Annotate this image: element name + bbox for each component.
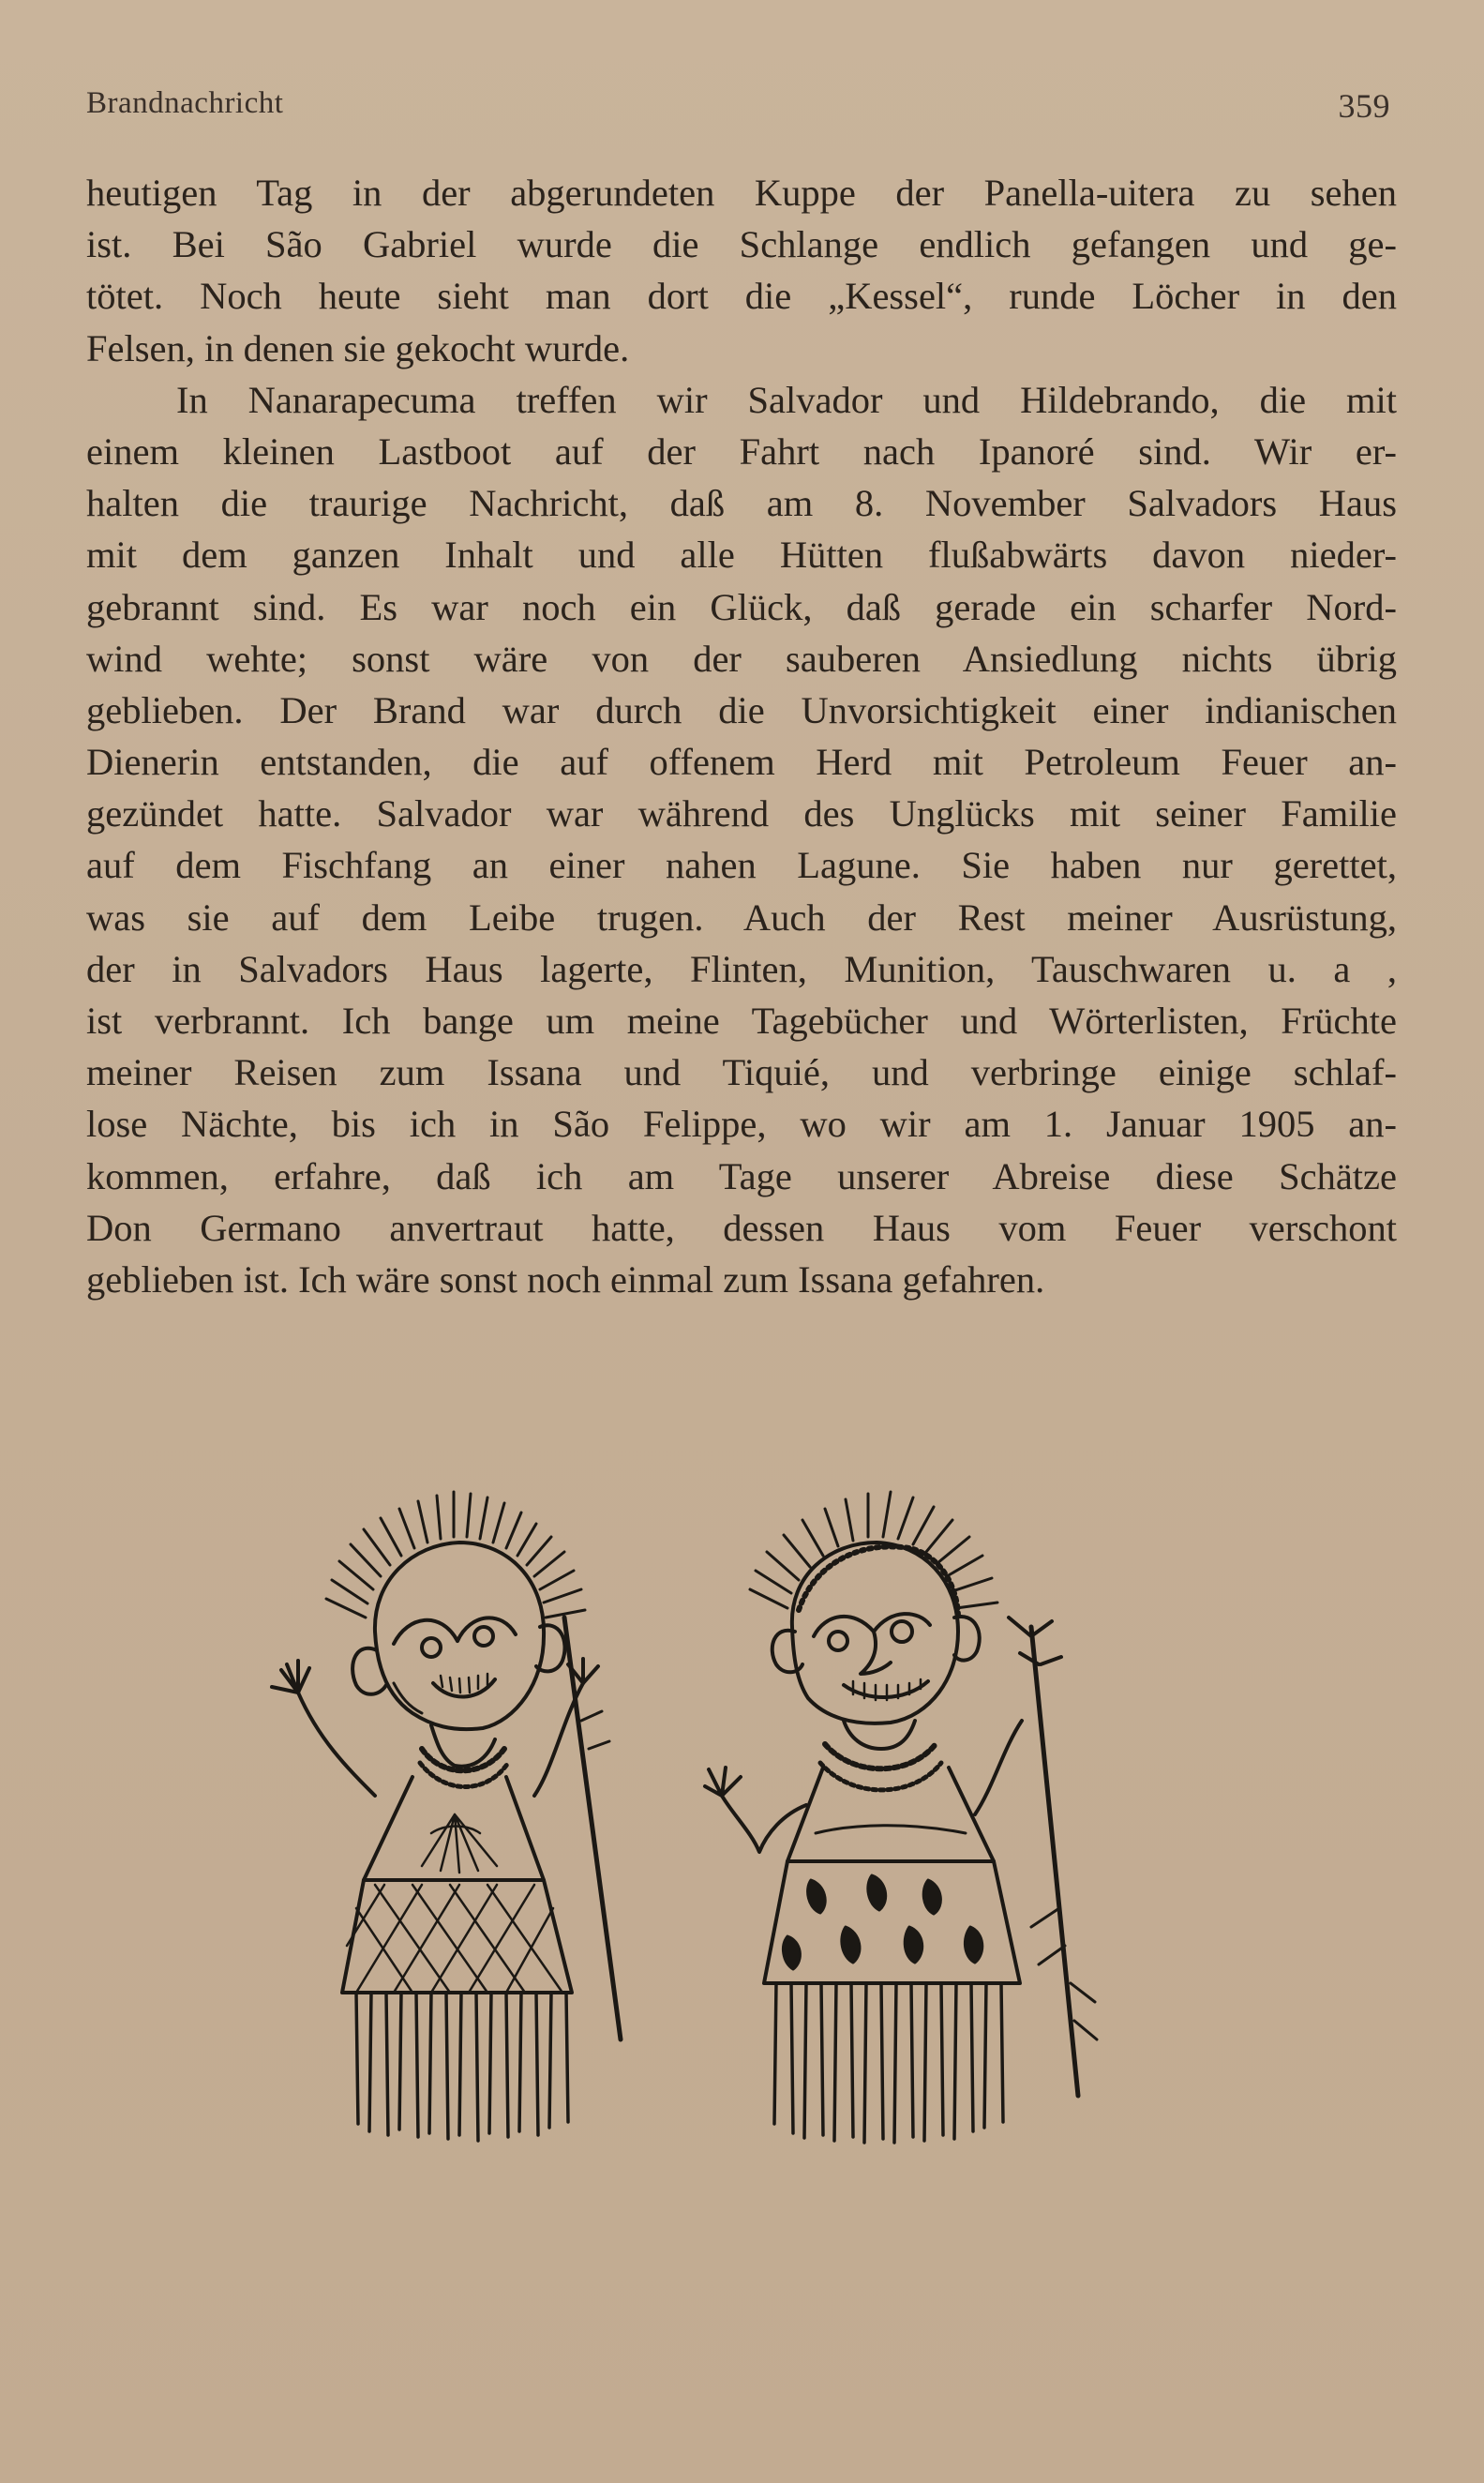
paragraph xyxy=(86,374,1397,1305)
text-line: kommen, erfahre, daß ich am Tage unserer Abreise diese Schätze xyxy=(86,1154,1397,1197)
text-line: einem kleinen Lastboot auf der Fahrt nach Ipanoré sind. Wir er- xyxy=(86,429,1397,473)
text-line: heutigen Tag in der abgerundeten Kuppe der Panella-uitera zu sehen xyxy=(86,172,1397,214)
text-line: meiner Reisen zum Issana und Tiquié, und verbringe einige schlaf- xyxy=(86,1051,1397,1094)
text-line: ist. Bei São Gabriel wurde die Schlange endlich gefangen und ge- xyxy=(86,223,1397,266)
text-line: gezündet hatte. Salvador war während des Unglücks mit seiner Familie xyxy=(86,792,1397,835)
text-line: Felsen, in denen sie gekocht wurde. xyxy=(86,326,630,369)
text-line: geblieben. Der Brand war durch die Unvorsichtigkeit einer indianischen xyxy=(86,688,1397,731)
text-line: Don Germano anvertraut hatte, dessen Haus vom Feuer verschont xyxy=(86,1206,1397,1249)
paragraph xyxy=(86,167,1397,374)
text-line: wind wehte; sonst wäre von der sauberen Ansiedlung nichts übrig xyxy=(86,637,1397,680)
page-number: 359 xyxy=(1338,87,1390,125)
text-line: In Nanarapecuma treffen wir Salvador und Hildebrando, die mit xyxy=(176,378,1397,421)
text-line: geblieben ist. Ich wäre sonst noch einmal zum Issana gefahren. xyxy=(86,1257,1045,1301)
running-title: Brandnachricht xyxy=(86,86,284,120)
text-line: tötet. Noch heute sieht man dort die „Kessel“, runde Löcher in den xyxy=(86,275,1397,318)
text-line: Dienerin entstanden, die auf offenem Herd mit Petroleum Feuer an- xyxy=(86,741,1397,784)
text-line: gebrannt sind. Es war noch ein Glück, daß gerade ein scharfer Nord- xyxy=(86,585,1397,628)
left-figure xyxy=(272,1492,621,2141)
text-line: was sie auf dem Leibe trugen. Auch der Rest meiner Ausrüstung, xyxy=(86,895,1397,939)
text-line: lose Nächte, bis ich in São Felippe, wo wir am 1. Januar 1905 an- xyxy=(86,1103,1397,1146)
text-line: auf dem Fischfang an einer nahen Lagune. Sie haben nur gerettet, xyxy=(86,844,1397,887)
text-line: der in Salvadors Haus lagerte, Flinten, Munition, Tauschwaren u. a , xyxy=(86,947,1397,990)
text-line: halten die traurige Nachricht, daß am 8. November Salvadors Haus xyxy=(86,482,1397,525)
page-header xyxy=(86,86,1390,133)
body-text xyxy=(86,167,1397,1305)
indigenous-drawing-two-figures-icon xyxy=(253,1439,1266,2161)
text-line: ist verbrannt. Ich bange um meine Tagebücher und Wörterlisten, Früchte xyxy=(86,1000,1397,1042)
right-figure xyxy=(705,1492,1097,2143)
text-line: mit dem ganzen Inhalt und alle Hütten flußabwärts davon nieder- xyxy=(86,534,1397,577)
